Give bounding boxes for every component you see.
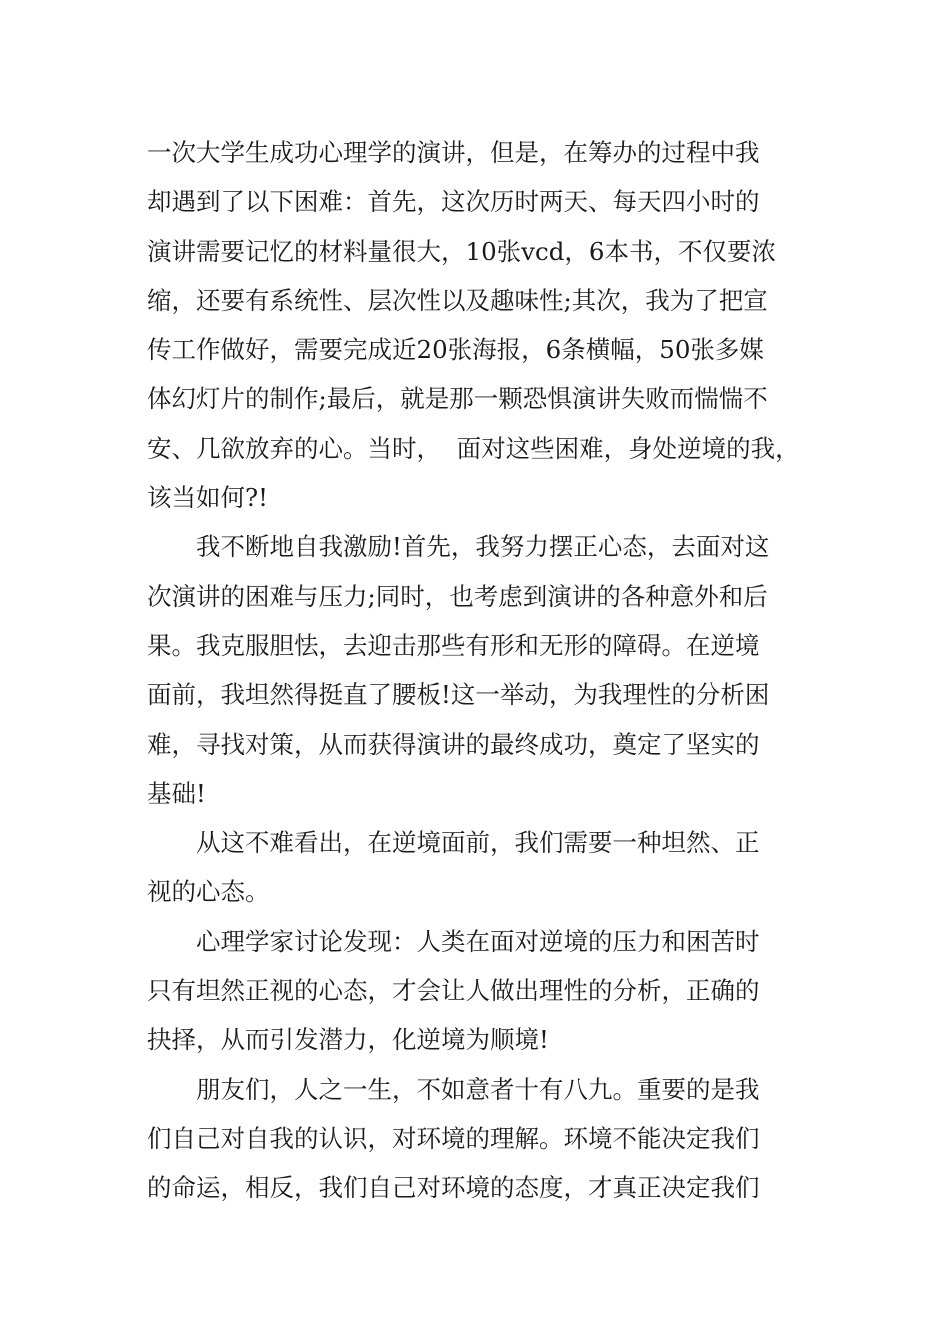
text-line: 安、几欲放弃的心。当时， 面对这些困难，身处逆境的我， [147,433,800,463]
paragraph [147,818,827,917]
text-line: 只有坦然正视的心态，才会让人做出理性的分析，正确的 [147,976,760,1006]
text-line: 传工作做好，需要完成近20张海报，6条横幅，50张多媒 [147,335,764,365]
text-line: 次演讲的困难与压力;同时，也考虑到演讲的各种意外和后 [147,581,768,611]
text-line: 难，寻找对策，从而获得演讲的最终成功，奠定了坚实的 [147,729,760,759]
paragraph [147,917,827,1065]
text-line: 视的心态。 [147,877,270,907]
text-line: 们自己对自我的认识，对环境的理解。环境不能决定我们 [147,1123,760,1153]
text-line: 却遇到了以下困难：首先，这次历时两天、每天四小时的 [147,187,760,217]
text-line: 体幻灯片的制作;最后，就是那一颗恐惧演讲失败而惴惴不 [147,384,768,414]
text-line: 缩，还要有系统性、层次性以及趣味性;其次，我为了把宣 [147,285,768,315]
body-text [147,128,827,1213]
text-line: 一次大学生成功心理学的演讲，但是，在筹办的过程中我 [147,138,760,167]
paragraph [147,128,827,522]
text-line: 基础! [147,778,206,808]
text-line: 我不断地自我激励!首先，我努力摆正心态，去面对这 [196,532,770,562]
text-line: 抉择，从而引发潜力，化逆境为顺境! [147,1025,549,1055]
text-line: 演讲需要记忆的材料量很大，10张vcd，6本书，不仅要浓 [147,236,777,266]
text-line: 朋友们，人之一生，不如意者十有八九。重要的是我 [196,1074,760,1104]
text-line: 的命运，相反，我们自己对环境的态度，才真正决定我们 [147,1173,760,1203]
text-line: 该当如何?! [147,483,268,513]
text-line: 从这不难看出，在逆境面前，我们需要一种坦然、正 [196,828,760,858]
text-line: 面前，我坦然得挺直了腰板!这一举动，为我理性的分析困 [147,680,770,710]
text-line: 果。我克服胆怯，去迎击那些有形和无形的障碍。在逆境 [147,630,760,660]
paragraph [147,1065,827,1213]
paragraph [147,522,827,818]
text-line: 心理学家讨论发现：人类在面对逆境的压力和困苦时 [196,926,760,956]
